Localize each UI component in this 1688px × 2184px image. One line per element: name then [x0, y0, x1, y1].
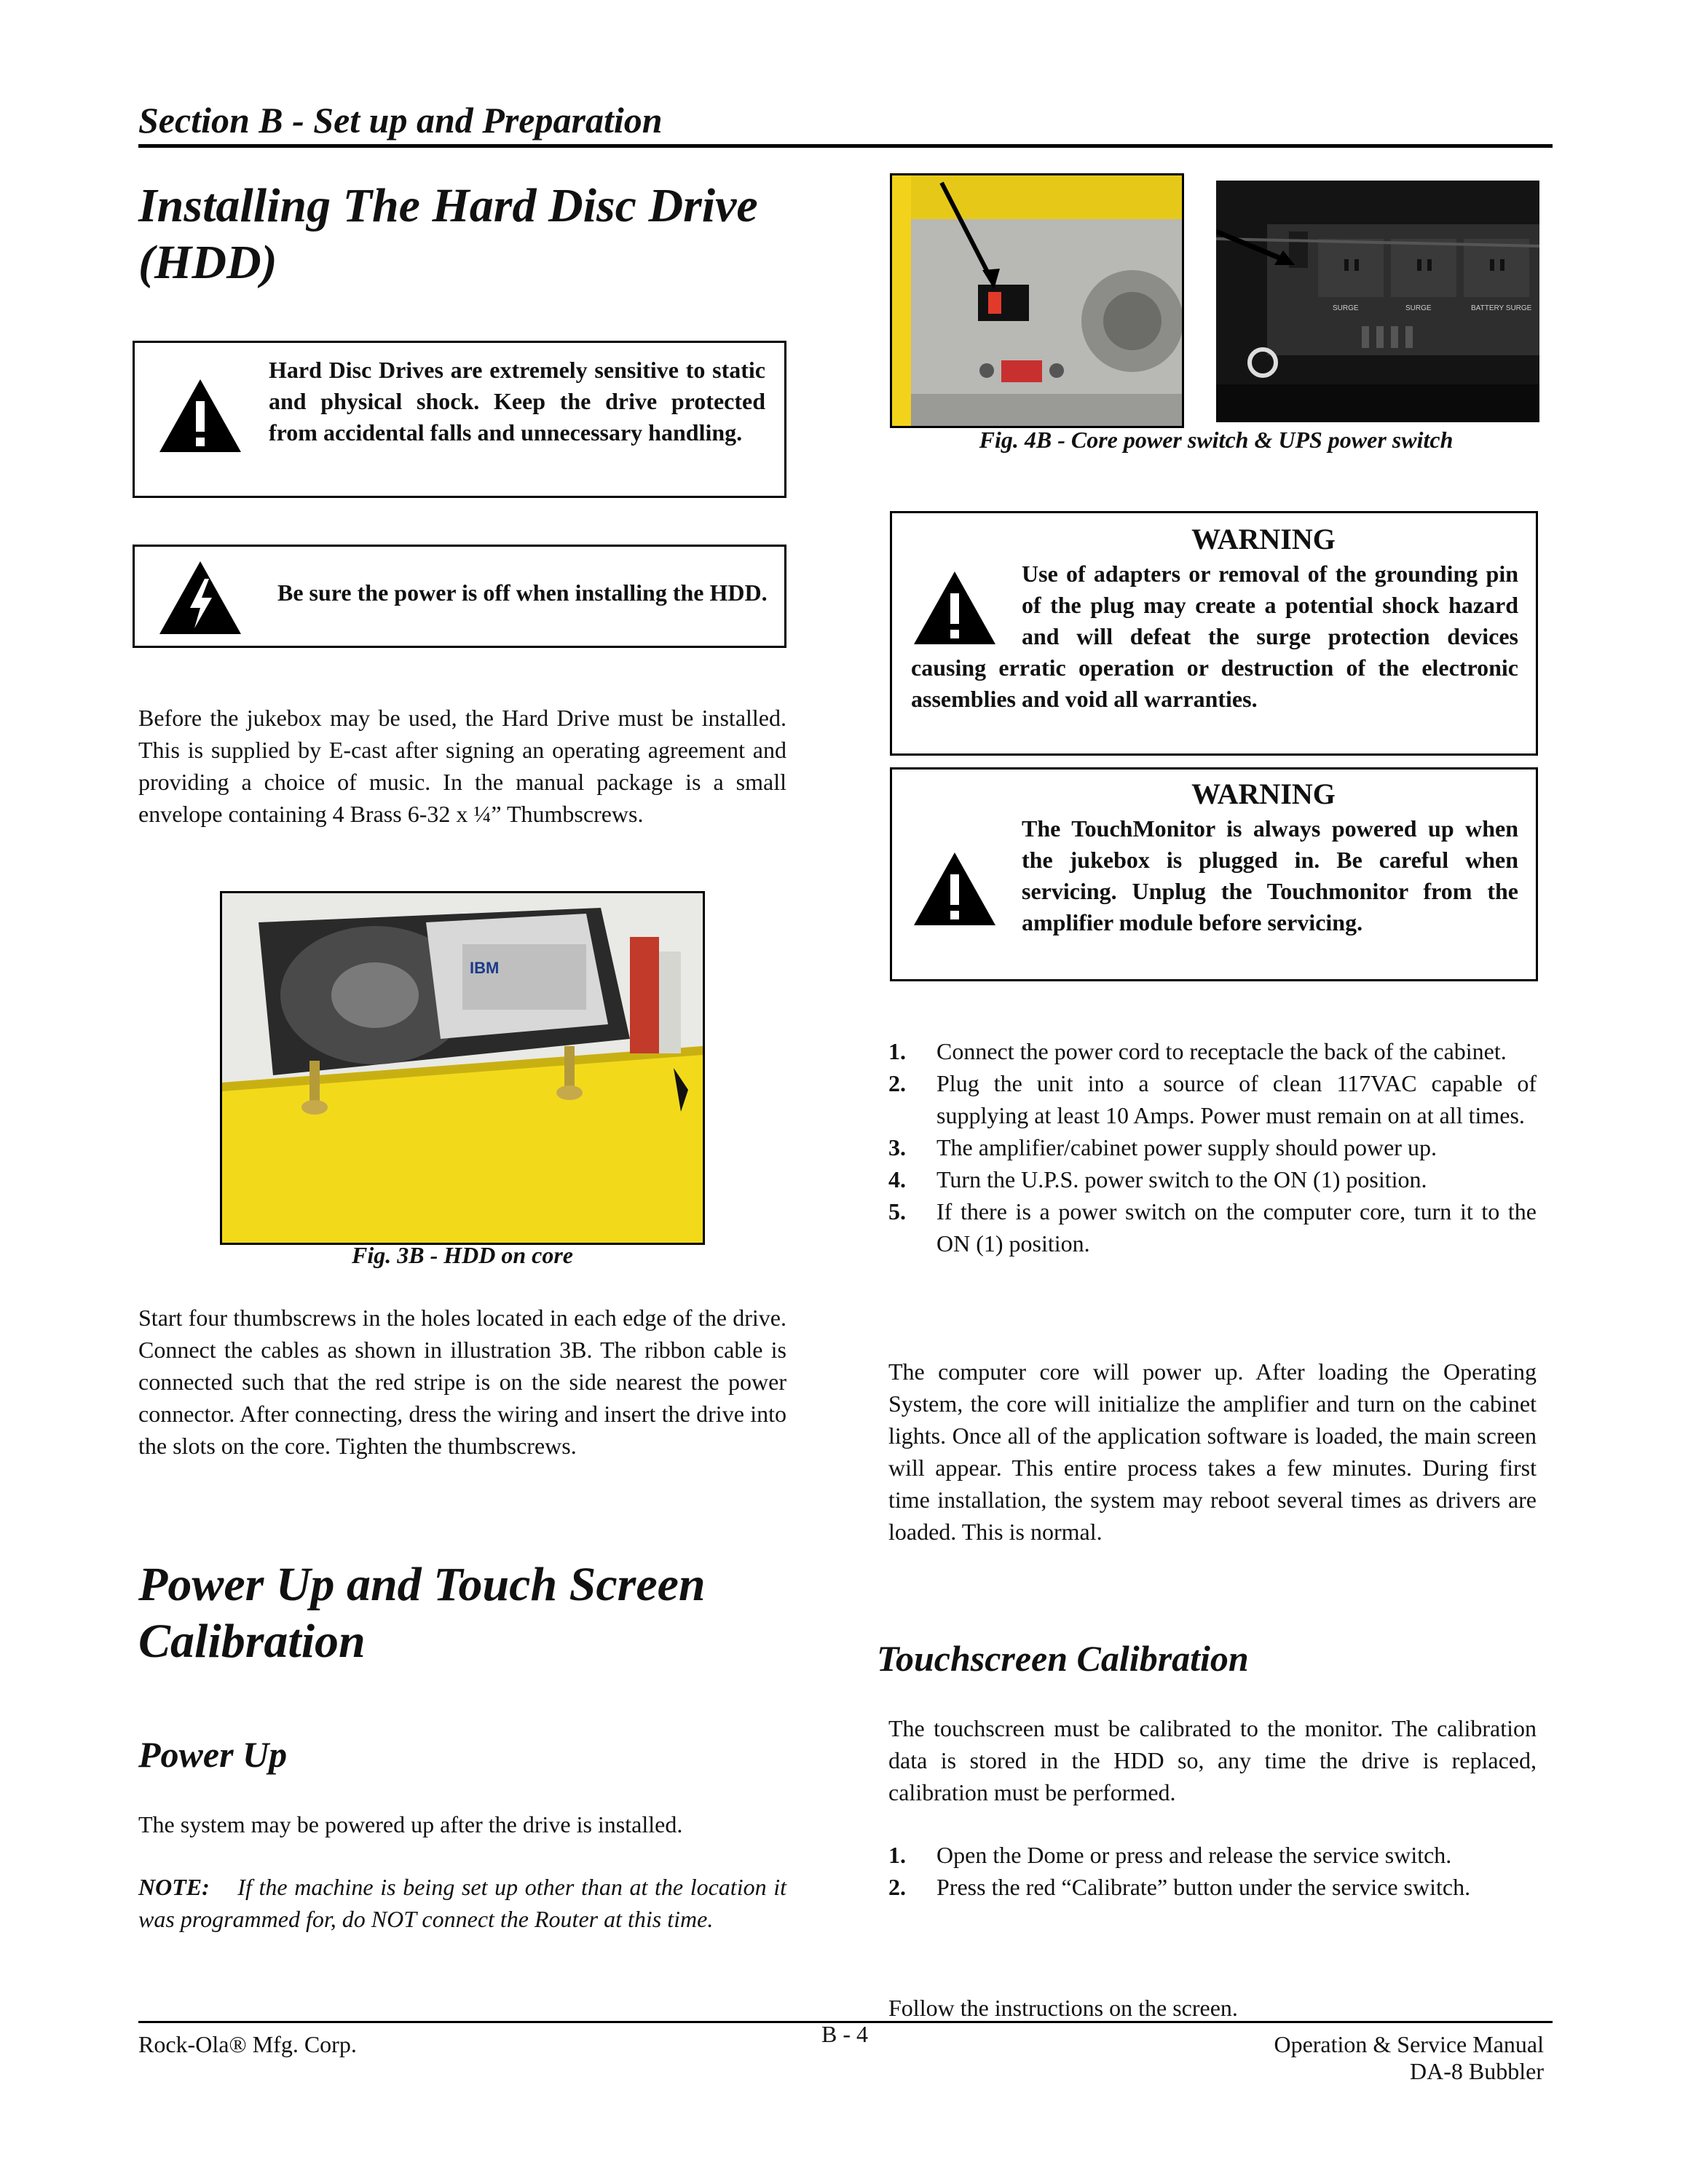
- list-item: 1. Open the Dome or press and release the service switch.: [888, 1842, 1452, 1868]
- figure-3b-hdd-photo: [220, 891, 705, 1245]
- ups-label-2: SURGE: [1405, 304, 1432, 312]
- header-rule: [138, 144, 1553, 148]
- warning-1-title: WARNING: [1191, 523, 1336, 555]
- touchscreen-paragraph: The touchscreen must be calibrated to the monitor. The calibration data is stored in the HDD so, any time the drive is replaced, calibration must be performed.: [888, 1715, 1537, 1805]
- caution-triangle-icon: [158, 378, 242, 454]
- heading-power-up: Power Up: [138, 1734, 288, 1775]
- caution-box-power: [133, 545, 786, 648]
- power-up-paragraph: The system may be powered up after the drive is installed.: [138, 1811, 683, 1837]
- heading-touchscreen-calibration: Touchscreen Calibration: [877, 1638, 1249, 1679]
- power-steps-list: [888, 1035, 1537, 1259]
- warning-box-grounding: [890, 511, 1538, 756]
- caution-box-static: [133, 341, 786, 498]
- footer-manual-title: Operation & Service Manual DA-8 Bubbler: [1274, 2031, 1544, 2084]
- intro-paragraph: Before the jukebox may be used, the Hard Drive must be installed. This is supplied by E-cast after signing an operating agreement and providing a choice of music. In the manual package is a small envelope containing 4 Brass 6-32 x ¼” Thumbscrews.: [138, 705, 786, 827]
- follow-instructions-text: Follow the instructions on the screen.: [888, 1995, 1238, 2021]
- hdd-on-core-illustration: [222, 893, 703, 1243]
- note-label: NOTE:: [138, 1874, 210, 1900]
- note-text: If the machine is being set up other than at the location it was programmed for, do NOT connect the Router at this time.: [138, 1874, 786, 1932]
- core-power-switch-illustration: [892, 175, 1182, 426]
- core-power-switch-photo: [890, 173, 1184, 428]
- heading-power-up-calibration: Power Up and Touch Screen Calibration: [138, 1558, 706, 1668]
- warning-box-touchmonitor: [890, 767, 1538, 981]
- ups-label-3: BATTERY SURGE: [1471, 304, 1532, 312]
- warning-1-text: Use of adapters or removal of the grounding pin of the plug may create a potential shock hazard and will defeat the surge protection devices causing erratic operation or destruction of the electronic assemblies and void all warranties.: [911, 561, 1518, 712]
- list-item: 5. If there is a power switch on the computer core, turn it to the ON (1) position.: [888, 1198, 1537, 1257]
- warning-2-title: WARNING: [1191, 778, 1336, 810]
- note-paragraph: [138, 1871, 786, 1935]
- list-item: 3. The amplifier/cabinet power supply should power up.: [888, 1134, 1437, 1160]
- section-title: Section B - Set up and Preparation: [138, 100, 663, 141]
- ups-label-1: SURGE: [1333, 304, 1359, 312]
- ups-power-switch-photo: [1216, 181, 1539, 422]
- figure-4b-caption: Fig. 4B - Core power switch & UPS power switch: [979, 427, 1454, 453]
- heading-installing-hdd: Installing The Hard Disc Drive (HDD): [138, 179, 758, 289]
- list-item: 2. Plug the unit into a source of clean 117VAC capable of supplying at least 10 Amps. Power must remain on at all times.: [888, 1070, 1537, 1128]
- caution-power-text: Be sure the power is off when installing the HDD.: [277, 579, 768, 606]
- caution-static-text: Hard Disc Drives are extremely sensitive to static and physical shock. Keep the drive protected from accidental falls and unnecessary handling.: [269, 357, 765, 446]
- list-item: 1. Connect the power cord to receptacle the back of the cabinet.: [888, 1038, 1507, 1064]
- ups-power-switch-illustration: [1216, 181, 1539, 422]
- warning-2-text: The TouchMonitor is always powered up when the jukebox is plugged in. Be careful when servicing. Unplug the Touchmonitor from the amplifier module before servicing.: [1022, 815, 1518, 935]
- footer-company: Rock-Ola® Mfg. Corp.: [138, 2031, 357, 2057]
- hdd-brand-label: IBM: [470, 959, 500, 977]
- page-number: B - 4: [821, 2021, 868, 2047]
- calibration-steps-list: [888, 1839, 1537, 1903]
- core-power-paragraph: The computer core will power up. After loading the Operating System, the core will initialize the amplifier and turn on the cabinet lights. Once all of the application software is loaded, the main screen will appear. This entire process takes a few minutes. During first time installation, the system may reboot several times as drivers are loaded. This is normal.: [888, 1358, 1537, 1545]
- thumbscrew-paragraph: Start four thumbscrews in the holes located in each edge of the drive. Connect the cables as shown in illustration 3B. The ribbon cable is connected such that the red stripe is on the side nearest the power connector. After connecting, dress the wiring and insert the drive into the slots on the core. Tighten the thumbscrews.: [138, 1305, 786, 1459]
- list-item: 2. Press the red “Calibrate” button under the service switch.: [888, 1874, 1471, 1900]
- high-voltage-icon: [158, 560, 242, 636]
- figure-3b-caption: Fig. 3B - HDD on core: [352, 1242, 573, 1268]
- list-item: 4. Turn the U.P.S. power switch to the ON (1) position.: [888, 1166, 1427, 1192]
